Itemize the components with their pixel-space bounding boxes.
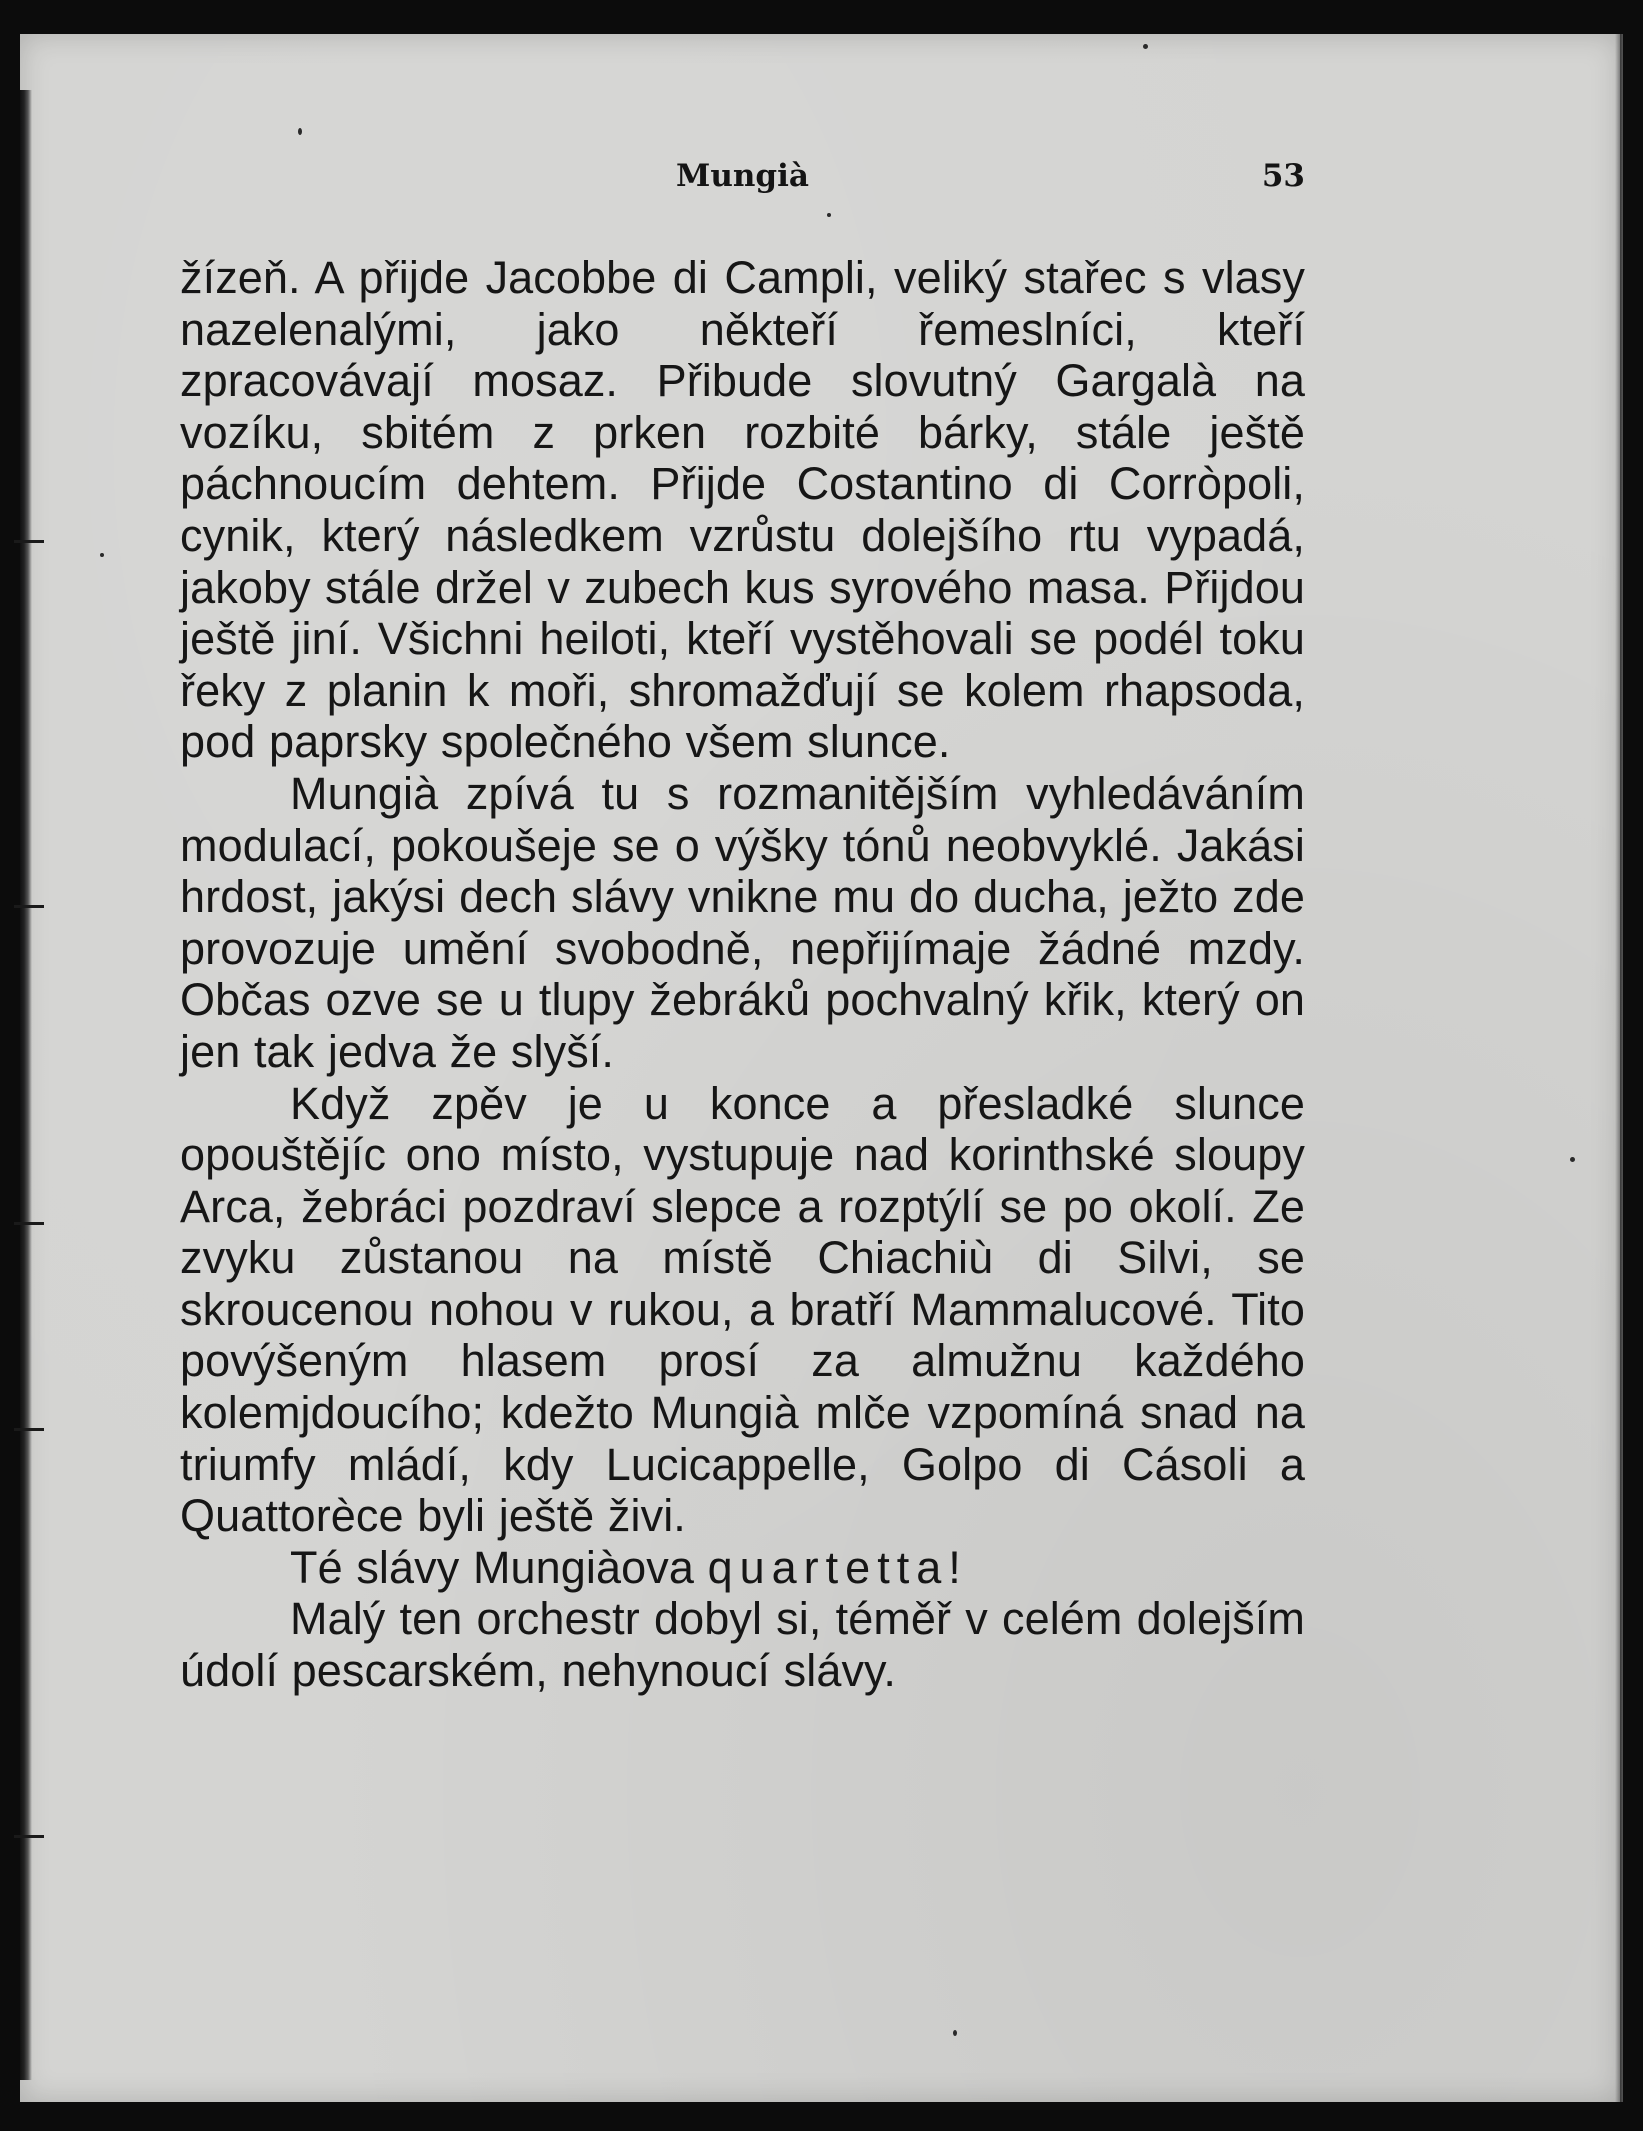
dust-speck [1570, 1157, 1575, 1162]
running-title: Mungià [676, 158, 809, 194]
paragraph [180, 1542, 1305, 1594]
page-number: 53 [1261, 158, 1305, 194]
dust-speck [100, 553, 104, 557]
dust-speck [298, 128, 302, 135]
paragraph-text: Té slávy Mungiàova [290, 1541, 708, 1593]
spaced-word: quartetta [707, 1541, 949, 1593]
page-edge-shadow [1615, 34, 1623, 2102]
paragraph-text: ! [948, 1541, 961, 1593]
spine-mark [14, 1835, 44, 1838]
paragraph: žízeň. A přijde Jacobbe di Campli, veliký stařec s vlasy nazelenalými, jako někteří řemeslníci, kteří zpracovávají mosaz. Přibude slovutný Gargalà na vozíku, sbitém z prken rozbité bárky, stále ještě páchnoucím dehtem. Přijde Costantino di Corròpoli, cynik, který následkem vzrůstu dolejšího rtu vypadá, jakoby stále držel v zubech kus syrového masa. Přijdou ještě jiní. Všichni heiloti, kteří vystěhovali se podél toku řeky z planin k moři, shromažďují se kolem rhapsoda, pod paprsky společného všem slunce. [180, 252, 1305, 768]
spine-mark [14, 1428, 44, 1431]
dust-speck [827, 213, 831, 217]
spine-mark [14, 905, 44, 908]
page-header [180, 158, 1305, 206]
page-spine-shadow [20, 90, 32, 2080]
dust-speck [953, 2030, 957, 2036]
spine-mark [14, 1222, 44, 1225]
spine-mark [14, 540, 44, 543]
paragraph: Mungià zpívá tu s rozmanitějším vyhledáváním modulací, pokoušeje se o výšky tónů neobvyklé. Jakási hrdost, jakýsi dech slávy vnikne mu do ducha, ježto zde provozuje umění svobodně, nepřijímaje žádné mzdy. Občas ozve se u tlupy žebráků pochvalný křik, který on jen tak jedva že slyší. [180, 767, 1305, 1077]
body-text [180, 252, 1305, 1697]
paragraph: Když zpěv je u konce a přesladké slunce opouštějíc ono místo, vystupuje nad korinthské sloupy Arca, žebráci pozdraví slepce a rozptýlí se po okolí. Ze zvyku zůstanou na místě Chiachiù di Silvi, se skroucenou nohou v rukou, a bratří Mammalucové. Tito povýšeným hlasem prosí za almužnu každého kolemjdoucího; kdežto Mungià mlče vzpomíná snad na triumfy mládí, kdy Lucicappelle, Golpo di Cásoli a Quattorèce byli ještě živi. [180, 1077, 1305, 1542]
paragraph: Malý ten orchestr dobyl si, téměř v celém dolejším údolí pescarském, nehynoucí slávy. [180, 1593, 1305, 1697]
dust-speck [1143, 44, 1148, 49]
